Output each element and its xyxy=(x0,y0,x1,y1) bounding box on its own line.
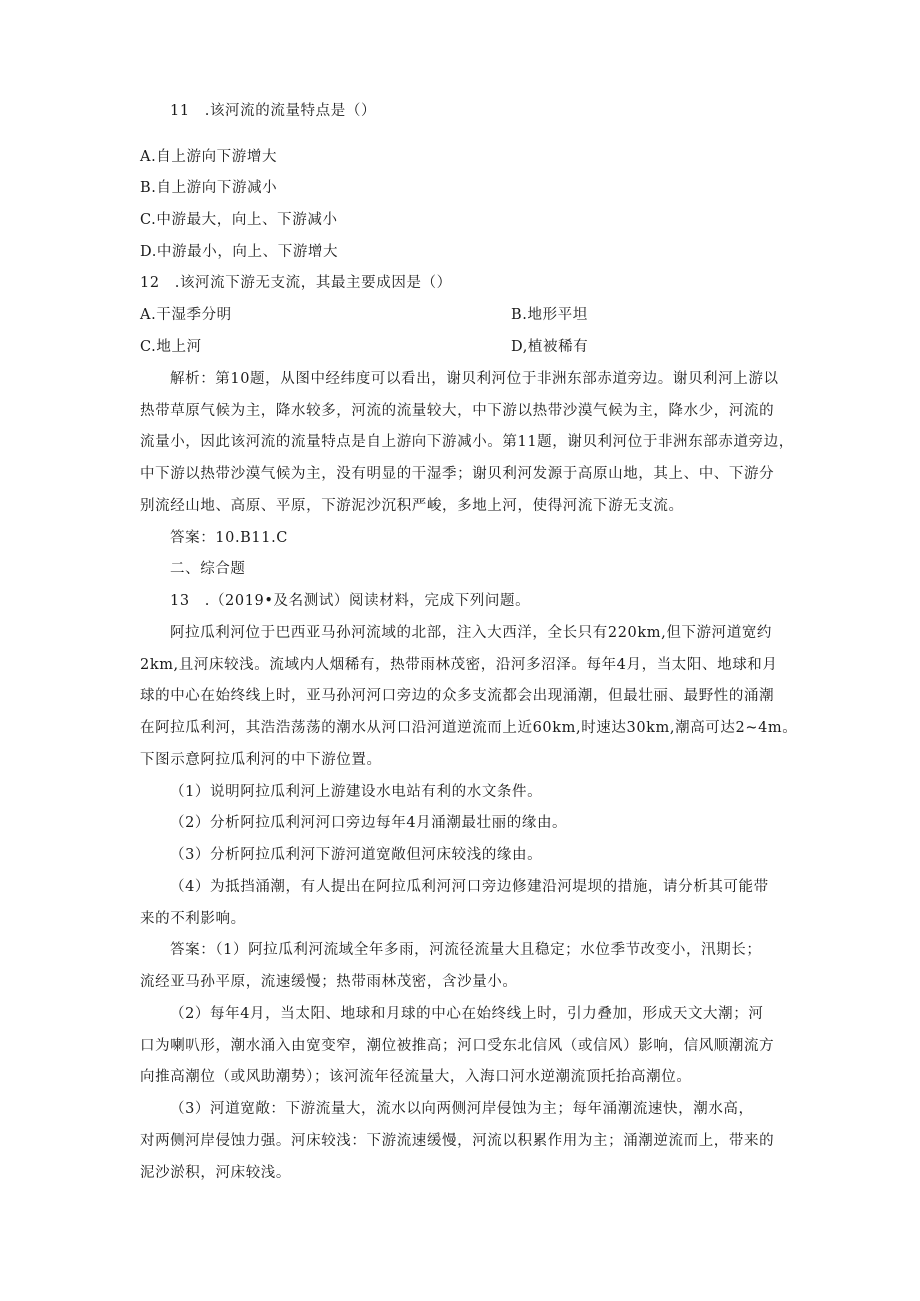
analysis-line: 中下游以热带沙漠气候为主，没有明显的干湿季；谢贝利河发源于高原山地，其上、中、下游分 xyxy=(140,466,775,482)
answer-line: 对两侧河岸侵蚀力强。河床较浅：下游流速缓慢，河流以积累作用为主；涌潮逆流而上，带来的 xyxy=(140,1133,775,1149)
material-line: 在阿拉瓜利河，其浩浩荡荡的潮水从河口沿河道逆流而上近60km,时速达30km,潮高可达2~4m。 xyxy=(140,720,798,736)
material-line: 阿拉瓜利河位于巴西亚马孙河流域的北部，注入大西洋，全长只有220km,但下游河道宽约 xyxy=(170,625,773,641)
analysis-line: 别流经山地、高原、平原，下游泥沙沉积严峻，多地上河，使得河流下游无支流。 xyxy=(140,498,684,514)
sub-question-4: （4）为抵挡涌潮，有人提出在阿拉瓜利河河口旁边修建沿河堤坝的措施，请分析其可能带 xyxy=(170,879,769,895)
answer-line: （2）每年4月，当太阳、地球和月球的中心在始终线上时，引力叠加，形成天文大潮；河 xyxy=(170,1006,764,1022)
answer-line: 流经亚马孙平原，流速缓慢；热带雨林茂密，含沙量小。 xyxy=(140,974,518,990)
question-11-option-b: B.自上游向下游减小 xyxy=(140,180,278,196)
answer-10-11: 答案：10.B11.C xyxy=(170,530,288,546)
analysis-line: 热带草原气候为主，降水较多，河流的流量较大，中下游以热带沙漠气候为主，降水少，河流的 xyxy=(140,403,775,419)
question-12-option-c: C.地上河 xyxy=(140,339,202,355)
sub-question-3: （3）分析阿拉瓜利河下游河道宽敞但河床较浅的缘由。 xyxy=(170,847,543,863)
sub-question-4-cont: 来的不利影响。 xyxy=(140,911,246,927)
material-line: 球的中心在始终线上时，亚马孙河河口旁边的众多支流都会出现涌潮，但最壮丽、最野性的涌潮 xyxy=(140,688,775,704)
question-11-stem: 11 .该河流的流量特点是（） xyxy=(170,103,377,119)
material-line: 下图示意阿拉瓜利河的中下游位置。 xyxy=(140,752,382,768)
question-12-stem: 12 .该河流下游无支流，其最主要成因是（） xyxy=(140,275,452,291)
question-12-option-b: B.地形平坦 xyxy=(511,307,588,323)
question-12-option-d: D,植被稀有 xyxy=(511,339,589,355)
question-13-stem: 13 .（2019•及名测试）阅读材料，完成下列问题。 xyxy=(170,593,531,609)
answer-line: 向推高潮位（或风助潮势）；该河流年径流量大，入海口河水逆潮流顶托抬高潮位。 xyxy=(140,1069,692,1085)
sub-question-2: （2）分析阿拉瓜利河河口旁边每年4月涌潮最壮丽的缘由。 xyxy=(170,815,568,831)
answer-line: （3）河道宽敞：下游流量大，流水以向两侧河岸侵蚀为主；每年涌潮流速快，潮水高， xyxy=(170,1101,754,1117)
question-12-option-a: A.干湿季分明 xyxy=(140,307,232,323)
analysis-line: 解析：第10题，从图中经纬度可以看出，谢贝利河位于非洲东部赤道旁边。谢贝利河上游以 xyxy=(170,371,779,387)
answer-line: 答案：（1）阿拉瓜利河流域全年多雨，河流径流量大且稳定；水位季节改变小，汛期长； xyxy=(170,942,762,958)
answer-line: 口为喇叭形，潮水涌入由宽变窄，潮位被推高；河口受东北信风（或信风）影响，信风顺潮流方 xyxy=(140,1038,775,1054)
material-line: 2km,且河床较浅。流域内人烟稀有，热带雨林茂密，沿河多沼泽。每年4月，当太阳、地球和月 xyxy=(140,657,778,673)
question-11-option-a: A.自上游向下游增大 xyxy=(140,149,278,165)
question-11-option-d: D.中游最小，向上、下游增大 xyxy=(140,244,339,260)
section-heading: 二、综合题 xyxy=(170,561,246,577)
answer-line: 泥沙淤积，河床较浅。 xyxy=(140,1165,291,1181)
question-11-option-c: C.中游最大，向上、下游减小 xyxy=(140,212,338,228)
analysis-line: 流量小，因此该河流的流量特点是自上游向下游减小。第11题，谢贝利河位于非洲东部赤道旁边， xyxy=(140,434,794,450)
sub-question-1: （1）说明阿拉瓜利河上游建设水电站有利的水文条件。 xyxy=(170,784,543,800)
